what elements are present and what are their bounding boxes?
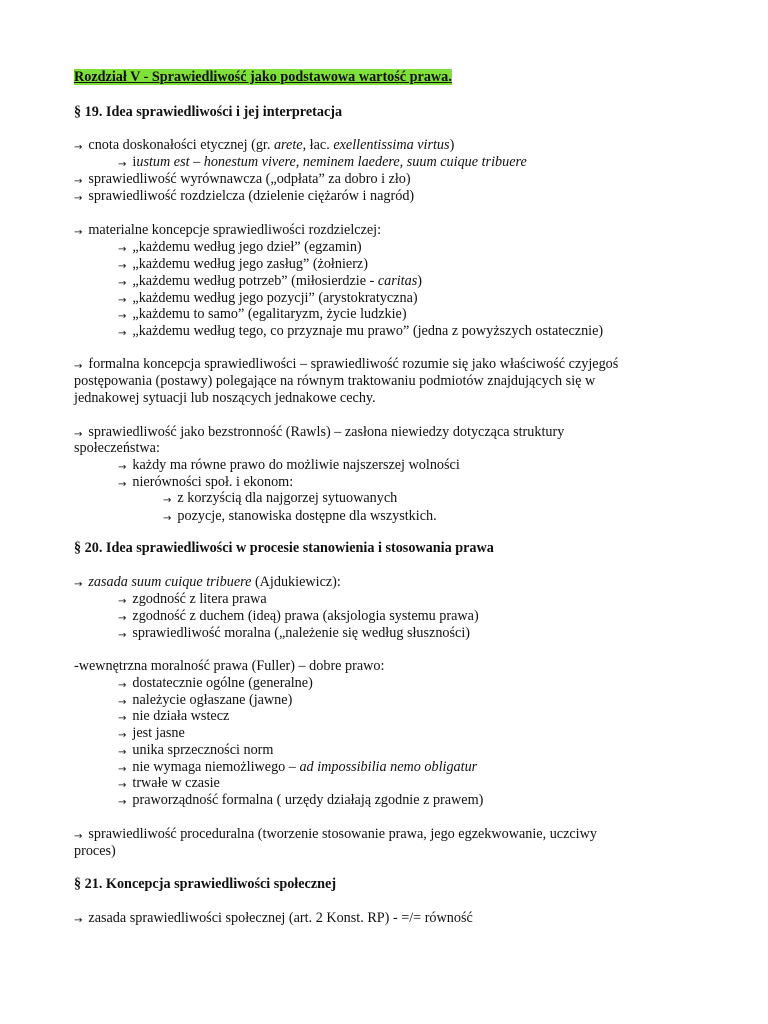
paragraph-line: -wewnętrzna moralność prawa (Fuller) – dobre prawo:	[74, 658, 385, 674]
arrow-icon: →	[118, 697, 127, 708]
arrow-icon: →	[118, 328, 127, 339]
arrow-icon: →	[118, 730, 127, 741]
section-21-heading: § 21. Koncepcja sprawiedliwości społecznej	[74, 876, 337, 892]
arrow-icon: →	[118, 747, 127, 758]
arrow-icon: →	[118, 462, 127, 473]
paragraph-line: → formalna koncepcja sprawiedliwości – sprawiedliwość rozumie się jako właściwość czyjegoś	[74, 356, 619, 372]
list-item: → nie wymaga niemożliwego – ad impossibilia nemo obligatur	[118, 759, 478, 775]
arrow-icon: →	[74, 176, 83, 187]
arrow-icon: →	[118, 479, 127, 490]
paragraph-line: → sprawiedliwość jako bezstronność (Rawls) – zasłona niewiedzy dotycząca struktury	[74, 424, 565, 440]
list-item: → „każdemu według tego, co przyznaje mu prawo” (jedna z powyższych ostatecznie)	[118, 323, 604, 339]
arrow-icon: →	[118, 244, 127, 255]
list-item: → nie działa wstecz	[118, 708, 230, 724]
arrow-icon: →	[118, 159, 127, 170]
list-item: → nierówności społ. i ekonom:	[118, 474, 294, 490]
arrow-icon: →	[74, 831, 83, 842]
list-item: → iustum est – honestum vivere, neminem laedere, suum cuique tribuere	[118, 154, 527, 170]
arrow-icon: →	[74, 915, 83, 926]
arrow-icon: →	[74, 227, 83, 238]
section-20-heading: § 20. Idea sprawiedliwości w procesie stanowienia i stosowania prawa	[74, 540, 494, 556]
list-item: → „każdemu według jego zasług” (żołnierz)	[118, 256, 368, 272]
arrow-icon: →	[74, 579, 83, 590]
chapter-title: Rozdział V - Sprawiedliwość jako podstawowa wartość prawa.	[74, 69, 452, 85]
section-19-heading: § 19. Idea sprawiedliwości i jej interpretacja	[74, 104, 343, 120]
paragraph-line: → sprawiedliwość proceduralna (tworzenie stosowanie prawa, jego egzekwowanie, uczciwy	[74, 826, 597, 842]
list-item: → „każdemu według jego dzieł” (egzamin)	[118, 239, 362, 255]
arrow-icon: →	[118, 613, 127, 624]
arrow-icon: →	[118, 295, 127, 306]
arrow-icon: →	[163, 495, 172, 506]
list-item: → każdy ma równe prawo do możliwie najszerszej wolności	[118, 457, 460, 473]
list-item: → należycie ogłaszane (jawne)	[118, 692, 293, 708]
arrow-icon: →	[74, 429, 83, 440]
list-item: → unika sprzeczności norm	[118, 742, 274, 758]
list-item: → jest jasne	[118, 725, 185, 741]
arrow-icon: →	[118, 764, 127, 775]
list-item: → sprawiedliwość wyrównawcza („odpłata” za dobro i zło)	[74, 171, 411, 187]
paragraph-line: postępowania (postawy) polegające na równym traktowaniu podmiotów znajdujących się w	[74, 373, 596, 389]
arrow-icon: →	[118, 680, 127, 691]
arrow-icon: →	[118, 261, 127, 272]
list-item: → z korzyścią dla najgorzej sytuowanych	[163, 490, 398, 506]
list-item: → sprawiedliwość rozdzielcza (dzielenie ciężarów i nagród)	[74, 188, 415, 204]
list-item: → „każdemu według potrzeb” (miłosierdzie - caritas)	[118, 273, 422, 289]
list-item: → cnota doskonałości etycznej (gr. arete, łac. exellentissima virtus)	[74, 137, 455, 153]
paragraph-line: jednakowej sytuacji lub noszących jednakowe cechy.	[74, 390, 376, 406]
paragraph-line: proces)	[74, 843, 116, 859]
list-item: → zasada suum cuique tribuere (Ajdukiewicz):	[74, 574, 341, 590]
arrow-icon: →	[118, 630, 127, 641]
list-item: → trwałe w czasie	[118, 775, 220, 791]
list-item: → „każdemu to samo” (egalitaryzm, życie ludzkie)	[118, 306, 407, 322]
list-item: → „każdemu według jego pozycji” (arystokratyczna)	[118, 290, 418, 306]
arrow-icon: →	[118, 797, 127, 808]
arrow-icon: →	[118, 780, 127, 791]
list-item: → pozycje, stanowiska dostępne dla wszystkich.	[163, 508, 437, 524]
arrow-icon: →	[74, 142, 83, 153]
list-item: → praworządność formalna ( urzędy działają zgodnie z prawem)	[118, 792, 484, 808]
paragraph-line: społeczeństwa:	[74, 440, 160, 456]
arrow-icon: →	[118, 596, 127, 607]
arrow-icon: →	[74, 361, 83, 372]
arrow-icon: →	[118, 713, 127, 724]
list-item: → dostatecznie ogólne (generalne)	[118, 675, 313, 691]
list-item: → zgodność z litera prawa	[118, 591, 267, 607]
list-item: → zasada sprawiedliwości społecznej (art. 2 Konst. RP) - =/= równość	[74, 910, 473, 926]
arrow-icon: →	[163, 513, 172, 524]
list-item: → zgodność z duchem (ideą) prawa (aksjologia systemu prawa)	[118, 608, 479, 624]
arrow-icon: →	[118, 311, 127, 322]
arrow-icon: →	[74, 193, 83, 204]
list-item: → sprawiedliwość moralna („należenie się według słuszności)	[118, 625, 471, 641]
list-item: → materialne koncepcje sprawiedliwości rozdzielczej:	[74, 222, 382, 238]
arrow-icon: →	[118, 278, 127, 289]
